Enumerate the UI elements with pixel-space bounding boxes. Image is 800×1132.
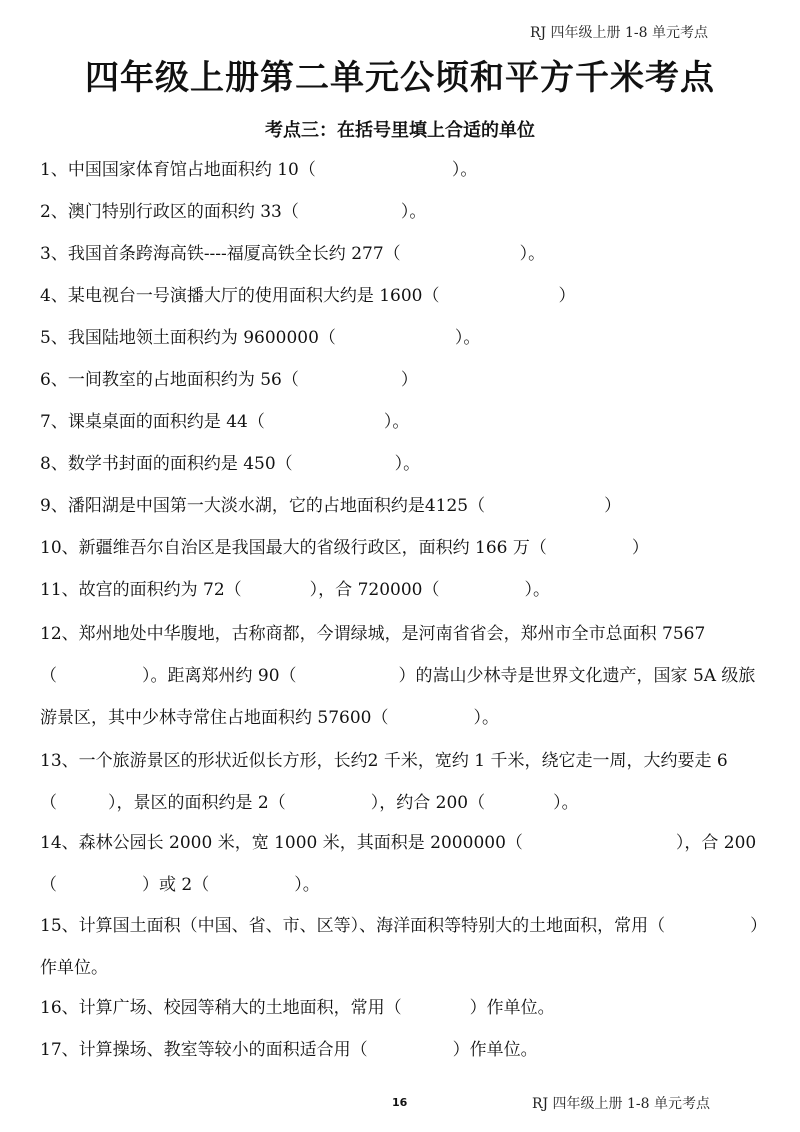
question-1: 1、中国国家体育馆占地面积约 10（ ）。 <box>40 160 478 180</box>
question-10: 10、新疆维吾尔自治区是我国最大的省级行政区，面积约 166 万（ ） <box>40 538 649 558</box>
question-4: 4、某电视台一号演播大厅的使用面积大约是 1600（ ） <box>40 286 576 306</box>
question-3: 3、我国首条跨海高铁----福厦高铁全长约 277（ ）。 <box>40 244 546 264</box>
section-subtitle: 考点三：在括号里填上合适的单位 <box>265 120 535 141</box>
question-11: 11、故宫的面积约为 72（ ），合 720000（ ）。 <box>40 580 550 600</box>
question-2: 2、澳门特别行政区的面积约 33（ ）。 <box>40 202 427 222</box>
question-17: 17、计算操场、教室等较小的面积适合用（ ）作单位。 <box>40 1040 538 1060</box>
question-15: 15、计算国土面积（中国、省、市、区等）、海洋面积等特别大的土地面积，常用（ ）作单位。 <box>40 916 759 978</box>
question-12: 12、郑州地处中华腹地，古称商都，今谓绿城，是河南省省会，郑州市全市总面积 7567（ ）。距离郑州约 90（ ）的嵩山少林寺是世界文化遗产，国家 5A 级旅游景区，其中少林寺常住占地面积约 57600（ ）。 <box>40 624 756 728</box>
question-9: 9、潘阳湖是中国第一大淡水湖，它的占地面积约是4125（ ） <box>40 496 622 516</box>
question-16: 16、计算广场、校园等稍大的土地面积，常用（ ）作单位。 <box>40 998 555 1018</box>
page-title: 四年级上册第二单元公顷和平方千米考点 <box>85 58 715 98</box>
question-13: 13、一个旅游景区的形状近似长方形，长约2 千米，宽约 1 千米，绕它走一周，大约要走 6（ ），景区的面积约是 2（ ），约合 200（ ）。 <box>40 751 728 813</box>
running-header: RJ 四年级上册 1-8 单元考点 <box>529 25 708 41</box>
running-footer: RJ 四年级上册 1-8 单元考点 <box>531 1096 710 1112</box>
question-6: 6、一间教室的占地面积约为 56（ ） <box>40 370 418 390</box>
question-7: 7、课桌桌面的面积约是 44（ ）。 <box>40 412 410 432</box>
page-number: 16 <box>392 1096 408 1109</box>
question-5: 5、我国陆地领土面积约为 9600000（ ）。 <box>40 328 481 348</box>
question-8: 8、数学书封面的面积约是 450（ ）。 <box>40 454 421 474</box>
question-14: 14、森林公园长 2000 米，宽 1000 米，其面积是 2000000（ ），合 200（ ）或 2（ ）。 <box>40 833 757 895</box>
